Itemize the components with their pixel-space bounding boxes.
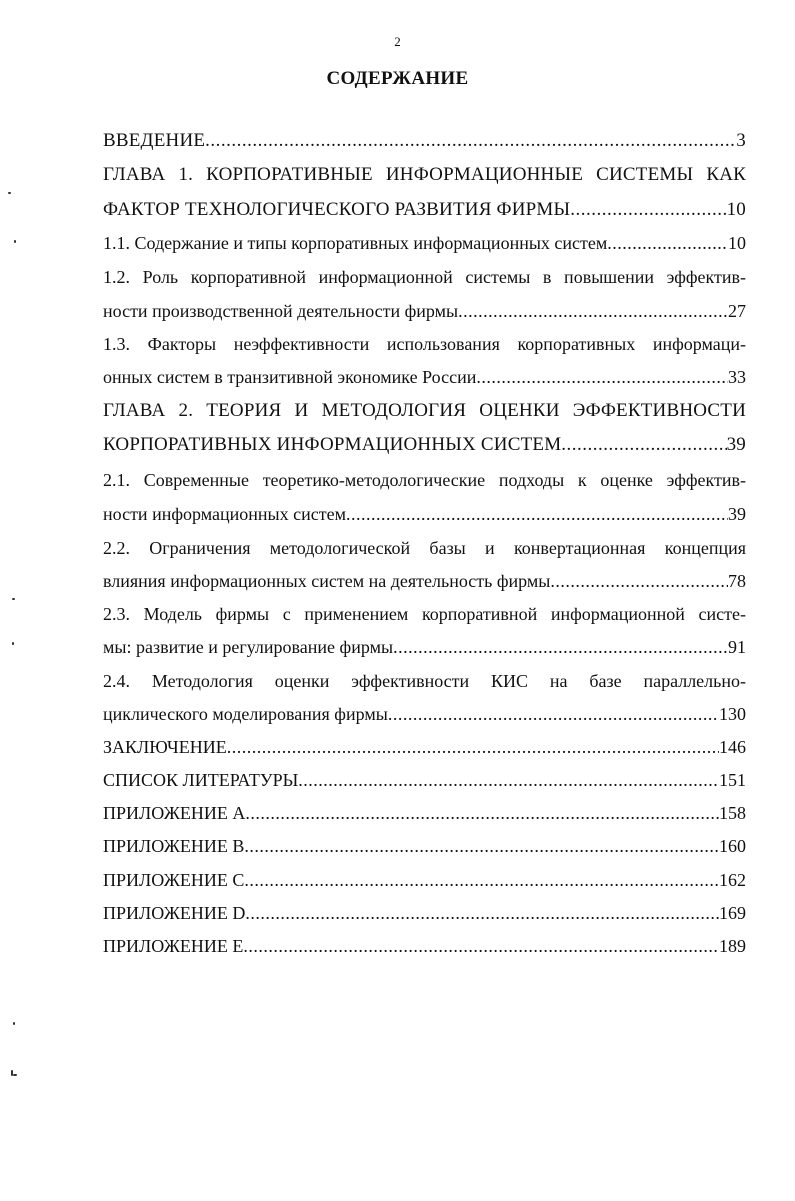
toc-entry-section-2-2-line-1[interactable]: 2.2. Ограничения методологической базы и конвертационная концепция [103,538,746,558]
toc-entry-title: ФАКТОР ТЕХНОЛОГИЧЕСКОГО РАЗВИТИЯ ФИРМЫ [103,199,571,220]
toc-entry-page: 130 [719,704,746,724]
toc-entry-page: 78 [728,571,746,591]
table-of-contents [103,0,746,1201]
toc-entry-section-1-2-line-1[interactable]: 1.2. Роль корпоративной информационной системы в повышении эффектив- [103,267,746,287]
toc-entry-title: СПИСОК ЛИТЕРАТУРЫ [103,770,299,790]
dot-leader [393,634,728,660]
toc-entry-page: 27 [728,301,746,321]
toc-entry-title: ВВЕДЕНИЕ [103,130,206,151]
toc-entry-title: ПРИЛОЖЕНИЕ А [103,803,246,823]
toc-entry-page: 160 [719,836,746,856]
dot-leader [205,128,736,154]
toc-entry-appendix-b[interactable] [103,833,746,859]
dot-leader [243,933,719,959]
scan-speck [13,1022,15,1025]
toc-entry-page: 33 [728,367,746,387]
toc-entry-page: 189 [719,936,746,956]
toc-entry-page: 158 [719,803,746,823]
toc-entry-section-1-3-line-1[interactable]: 1.3. Факторы неэффективности использования корпоративных информаци- [103,334,746,354]
toc-entry-introduction[interactable] [103,128,746,154]
toc-entry-section-2-3[interactable] [103,634,746,660]
toc-entry-title: КОРПОРАТИВНЫХ ИНФОРМАЦИОННЫХ СИСТЕМ [103,434,562,455]
toc-entry-section-2-4[interactable] [103,701,746,727]
dot-leader [476,364,728,390]
toc-entry-title: ности информационных систем [103,504,346,524]
page-number: 2 [394,34,401,49]
dot-leader [244,833,719,859]
scan-speck [14,240,16,243]
toc-entry-section-2-1[interactable] [103,501,746,527]
toc-entry-section-2-1-line-1[interactable]: 2.1. Современные теоретико-методологические подходы к оценке эффектив- [103,470,746,490]
toc-entry-page: 10 [728,233,746,253]
scan-speck [8,192,11,194]
dot-leader [298,767,719,793]
toc-entry-title: мы: развитие и регулирование фирмы [103,637,394,657]
toc-entry-title: ПРИЛОЖЕНИЕ С [103,870,245,890]
toc-entry-page: 169 [719,903,746,923]
toc-entry-appendix-e[interactable] [103,933,746,959]
scan-speck [13,1074,17,1076]
toc-entry-section-2-3-line-1[interactable]: 2.3. Модель фирмы с применением корпоративной информационной систе- [103,604,746,624]
toc-entry-title: влияния информационных систем на деятельность фирмы [103,571,551,591]
scan-speck [12,642,14,645]
dot-leader [388,701,719,727]
toc-entry-appendix-c[interactable] [103,867,746,893]
scan-speck [12,598,15,600]
toc-entry-title: 1.1. Содержание и типы корпоративных информационных систем [103,233,608,253]
dot-leader [458,298,728,324]
toc-entry-title: ПРИЛОЖЕНИЕ Е [103,936,244,956]
toc-entry-title: онных систем в транзитивной экономике России [103,367,477,387]
toc-entry-chapter-1[interactable] [103,197,746,223]
toc-entry-chapter-2-line-1[interactable]: ГЛАВА 2. ТЕОРИЯ И МЕТОДОЛОГИЯ ОЦЕНКИ ЭФФЕКТИВНОСТИ [103,400,746,421]
toc-entry-title: циклического моделирования фирмы [103,704,388,724]
toc-entry-chapter-2[interactable] [103,432,746,458]
toc-entry-appendix-d[interactable] [103,900,746,926]
toc-entry-references[interactable] [103,767,746,793]
toc-entry-title: ПРИЛОЖЕНИЕ В [103,836,245,856]
toc-entry-page: 39 [726,434,746,455]
toc-entry-chapter-1-line-1[interactable]: ГЛАВА 1. КОРПОРАТИВНЫЕ ИНФОРМАЦИОННЫЕ СИСТЕМЫ КАК [103,164,746,185]
dot-leader [245,800,719,826]
toc-entry-page: 162 [719,870,746,890]
dot-leader [346,501,728,527]
dot-leader [607,230,728,256]
toc-entry-page: 39 [728,504,746,524]
dot-leader [245,900,719,926]
toc-entry-section-1-3[interactable] [103,364,746,390]
toc-entry-page: 91 [728,637,746,657]
dot-leader [570,197,726,223]
toc-entry-appendix-a[interactable] [103,800,746,826]
toc-entry-section-2-4-line-1[interactable]: 2.4. Методология оценки эффективности КИС на базе параллельно- [103,671,746,691]
toc-entry-title: ЗАКЛЮЧЕНИЕ [103,737,227,757]
toc-entry-title: ПРИЛОЖЕНИЕ D [103,903,246,923]
dot-leader [561,432,726,458]
dot-leader [550,568,728,594]
toc-entry-section-1-1[interactable] [103,230,746,256]
toc-entry-page: 3 [736,130,746,151]
toc-entry-section-2-2[interactable] [103,568,746,594]
dot-leader [227,734,719,760]
toc-entry-page: 151 [719,770,746,790]
toc-entry-page: 10 [726,199,746,220]
page-title: СОДЕРЖАНИЕ [326,68,469,89]
toc-entry-conclusion[interactable] [103,734,746,760]
toc-entry-section-1-2[interactable] [103,298,746,324]
dot-leader [244,867,719,893]
toc-entry-title: ности производственной деятельности фирмы [103,301,459,321]
toc-entry-page: 146 [719,737,746,757]
